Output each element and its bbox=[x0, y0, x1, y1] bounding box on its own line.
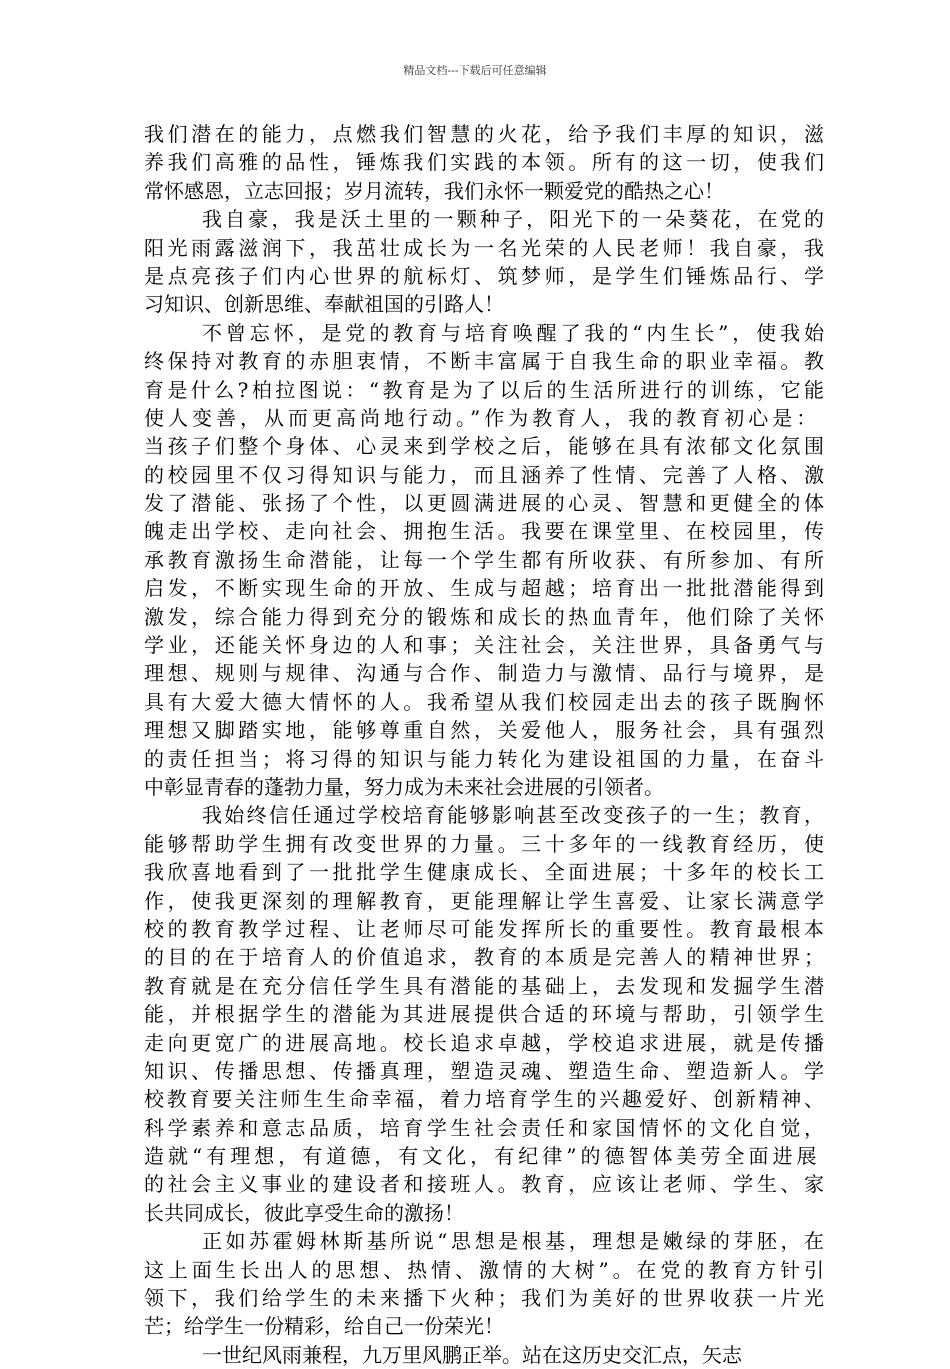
page-header: 精品文档---下载后可任意编辑 bbox=[403, 64, 547, 77]
text-line: 育是什么?柏拉图说：“教育是为了以后的生活所进行的训练，它能 bbox=[144, 377, 828, 402]
text-line: 学业，还能关怀身边的人和事；关注社会，关注世界，具备勇气与 bbox=[144, 633, 828, 658]
document-body bbox=[144, 120, 828, 1369]
text-line: 长共同成长，彼此享受生命的激扬！ bbox=[144, 1200, 464, 1225]
text-line: 芒；给学生一份精彩，给自己一份荣光！ bbox=[144, 1314, 504, 1339]
text-line: 当孩子们整个身体、心灵来到学校之后，能够在具有浓郁文化氛围 bbox=[144, 434, 828, 459]
text-line: 发了潜能、张扬了个性，以更圆满进展的心灵、智慧和更健全的体 bbox=[144, 491, 828, 516]
text-line: 启发，不断实现生命的开放、生成与超越；培育出一批批潜能得到 bbox=[144, 576, 828, 601]
paragraph-first-line: 正如苏霍姆林斯基所说“思想是根基，理想是嫩绿的芽胚，在 bbox=[202, 1229, 828, 1254]
text-line: 激发，综合能力得到充分的锻炼和成长的热血青年，他们除了关怀 bbox=[144, 604, 828, 629]
text-line: 教育就是在充分信任学生具有潜能的基础上，去发现和发掘学生潜 bbox=[144, 973, 828, 998]
text-line: 中彰显青春的蓬勃力量，努力成为未来社会进展的引领者。 bbox=[144, 774, 664, 799]
paragraph-first-line: 我自豪，我是沃土里的一颗种子，阳光下的一朵葵花，在党的 bbox=[202, 207, 828, 232]
text-line: 校教育要关注师生生命幸福，着力培育学生的兴趣爱好、创新精神、 bbox=[144, 1087, 827, 1112]
text-line: 校的教育教学过程、让老师尽可能发挥所长的重要性。教育最根本 bbox=[144, 916, 828, 941]
text-line: 常怀感恩，立志回报；岁月流转，我们永怀一颗爱党的酷热之心！ bbox=[144, 178, 724, 203]
text-line: 阳光雨露滋润下，我茁壮成长为一名光荣的人民老师！我自豪，我 bbox=[144, 235, 828, 260]
paragraph-first-line: 不曾忘怀，是党的教育与培育唤醒了我的“内生长”，使我始 bbox=[202, 320, 828, 345]
text-line: 终保持对教育的赤胆衷情，不断丰富属于自我生命的职业幸福。教 bbox=[144, 349, 828, 374]
text-line: 的校园里不仅习得知识与能力，而且涵养了性情、完善了人格、激 bbox=[144, 462, 828, 487]
text-line: 理想、规则与规律、沟通与合作、制造力与激情、品行与境界，是 bbox=[144, 661, 828, 686]
text-line: 能够帮助学生拥有改变世界的力量。三十多年的一线教育经历，使 bbox=[144, 831, 828, 856]
text-line: 的责任担当；将习得的知识与能力转化为建设祖国的力量，在奋斗 bbox=[144, 746, 828, 771]
paragraph-first-line: 我始终信任通过学校培育能够影响甚至改变孩子的一生；教育， bbox=[202, 803, 827, 828]
paragraph-first-line: 一世纪风雨兼程，九万里风鹏正举。站在这历史交汇点，矢志 bbox=[202, 1342, 742, 1367]
text-line: 养我们高雅的品性，锤炼我们实践的本领。所有的这一切，使我们 bbox=[144, 150, 828, 175]
text-line: 能，并根据学生的潜能为其进展提供合适的环境与帮助，引领学生 bbox=[144, 1002, 828, 1027]
text-line: 理想又脚踏实地，能够尊重自然，关爱他人，服务社会，具有强烈 bbox=[144, 718, 828, 743]
text-line: 是点亮孩子们内心世界的航标灯、筑梦师，是学生们锤炼品行、学 bbox=[144, 263, 828, 288]
text-line: 走向更宽广的进展高地。校长追求卓越，学校追求进展，就是传播 bbox=[144, 1030, 828, 1055]
text-line: 具有大爱大德大情怀的人。我希望从我们校园走出去的孩子既胸怀 bbox=[144, 689, 828, 714]
text-line: 我欣喜地看到了一批批学生健康成长、全面进展；十多年的校长工 bbox=[144, 860, 828, 885]
text-line: 这上面生长出人的思想、热情、激情的大树”。在党的教育方针引 bbox=[144, 1257, 828, 1282]
text-line: 的社会主义事业的建设者和接班人。教育，应该让老师、学生、家 bbox=[144, 1172, 828, 1197]
text-line: 我们潜在的能力，点燃我们智慧的火花，给予我们丰厚的知识，滋 bbox=[144, 122, 828, 146]
text-line: 作，使我更深刻的理解教育，更能理解让学生喜爱、让家长满意学 bbox=[144, 888, 828, 913]
text-line: 使人变善，从而更高尚地行动。”作为教育人，我的教育初心是： bbox=[144, 405, 821, 430]
text-line: 习知识、创新思维、奉献祖国的引路人！ bbox=[144, 292, 504, 317]
text-line: 承教育激扬生命潜能，让每一个学生都有所收获、有所参加、有所 bbox=[144, 547, 828, 572]
text-line: 领下，我们给学生的未来播下火种；我们为美好的世界收获一片光 bbox=[144, 1286, 828, 1311]
text-line: 的目的在于培育人的价值追求，教育的本质是完善人的精神世界； bbox=[144, 945, 828, 970]
text-line: 科学素养和意志品质，培育学生社会责任和家国情怀的文化自觉， bbox=[144, 1115, 828, 1140]
text-line: 魄走出学校、走向社会、拥抱生活。我要在课堂里、在校园里，传 bbox=[144, 519, 828, 544]
text-line: 造就“有理想，有道德，有文化，有纪律”的德智体美劳全面进展 bbox=[144, 1144, 821, 1169]
text-line: 知识、传播思想、传播真理，塑造灵魂、塑造生命、塑造新人。学 bbox=[144, 1058, 828, 1083]
